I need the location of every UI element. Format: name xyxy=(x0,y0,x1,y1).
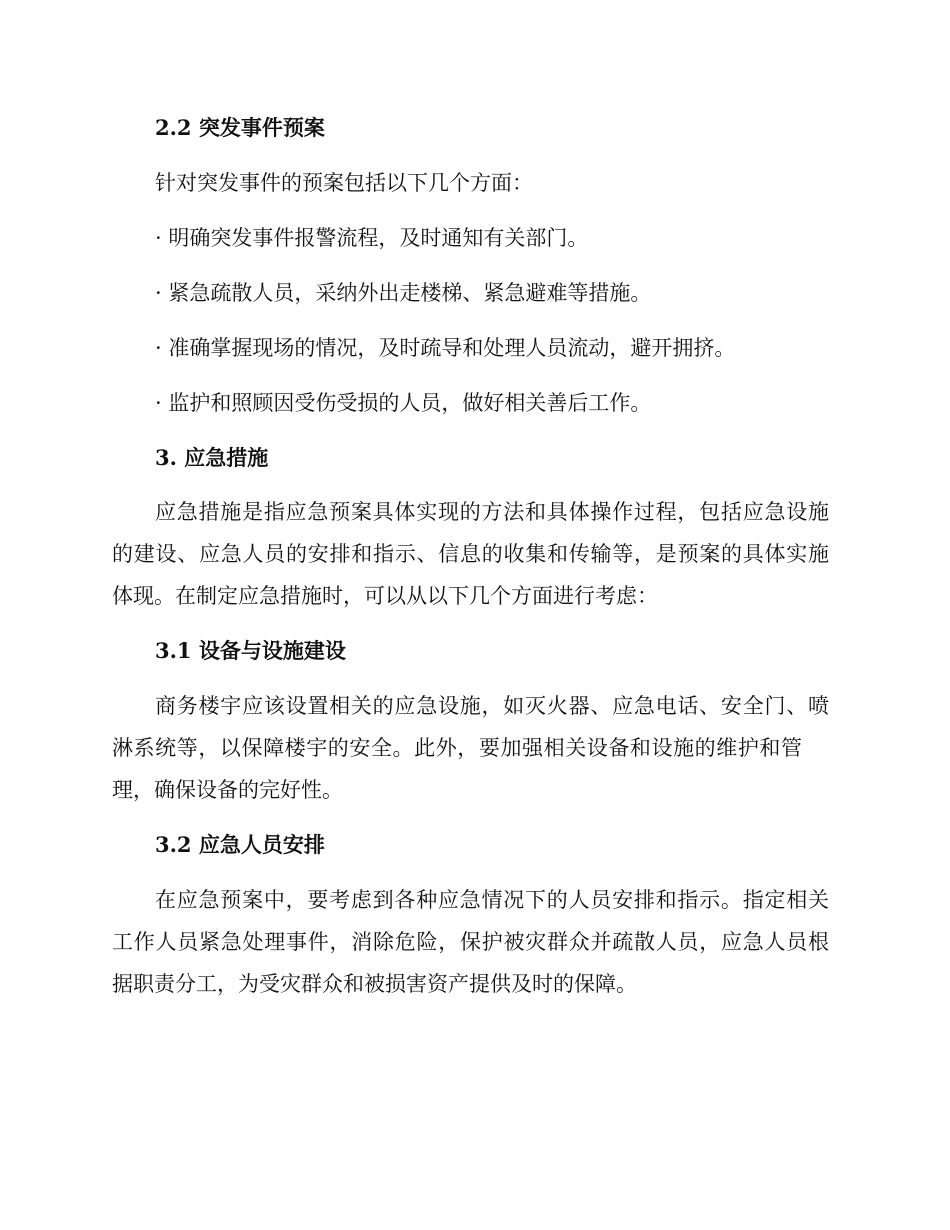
bullet-item: · 准确掌握现场的情况，及时疏导和处理人员流动，避开拥挤。 xyxy=(155,336,736,360)
paragraph-line: 商务楼宇应该设置相关的应急设施，如灭火器、应急电话、安全门、喷 xyxy=(155,694,829,718)
paragraph-line: 理，确保设备的完好性。 xyxy=(112,778,343,802)
paragraph-line: 在应急预案中，要考虑到各种应急情况下的人员安排和指示。指定相关 xyxy=(155,888,829,912)
bullet-item: · 监护和照顾因受伤受损的人员，做好相关善后工作。 xyxy=(155,391,652,415)
paragraph-line: 工作人员紧急处理事件，消除危险，保护被灾群众并疏散人员，应急人员根 xyxy=(112,930,829,954)
heading-3: 3. 应急措施 xyxy=(155,445,269,470)
paragraph-line: 应急措施是指应急预案具体实现的方法和具体操作过程，包括应急设施 xyxy=(155,500,829,524)
paragraph-line: 据职责分工，为受灾群众和被损害资产提供及时的保障。 xyxy=(112,972,637,996)
bullet-item: · 明确突发事件报警流程，及时通知有关部门。 xyxy=(155,226,589,250)
paragraph-line: 淋系统等，以保障楼宇的安全。此外，要加强相关设备和设施的维护和管 xyxy=(112,736,802,760)
paragraph-line: 的建设、应急人员的安排和指示、信息的收集和传输等，是预案的具体实施 xyxy=(112,542,829,566)
section-2-2-intro: 针对突发事件的预案包括以下几个方面： xyxy=(155,171,533,195)
heading-3-2: 3.2 应急人员安排 xyxy=(155,832,325,857)
heading-3-1: 3.1 设备与设施建设 xyxy=(155,638,346,663)
bullet-item: · 紧急疏散人员，采纳外出走楼梯、紧急避难等措施。 xyxy=(155,281,652,305)
heading-2-2: 2.2 突发事件预案 xyxy=(155,115,325,140)
paragraph-line: 体现。在制定应急措施时，可以从以下几个方面进行考虑： xyxy=(112,584,658,608)
